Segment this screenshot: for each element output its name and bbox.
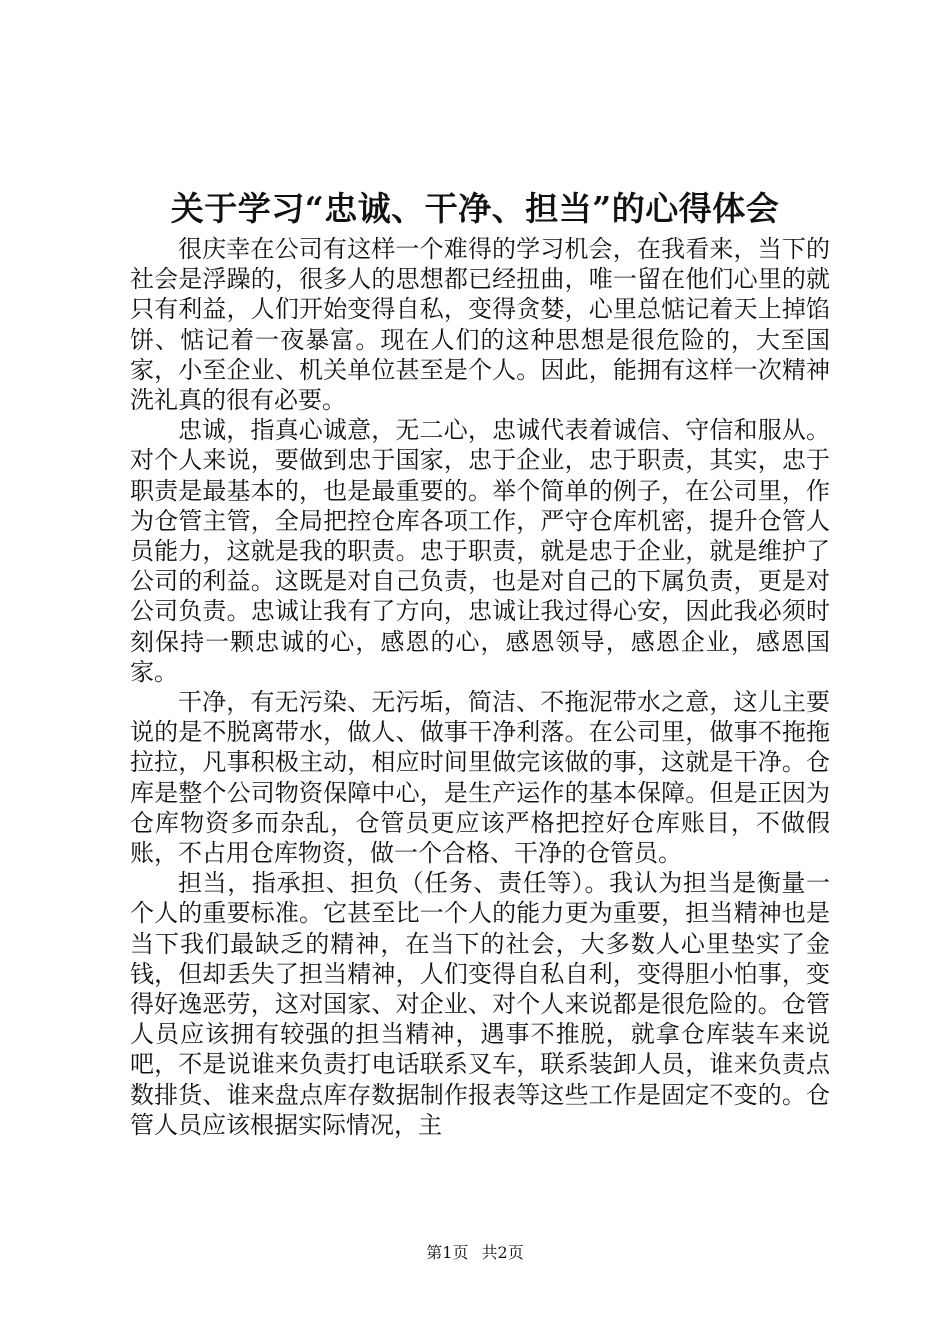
paragraph-clean: 干净，有无污染、无污垢，简洁、不拖泥带水之意，这儿主要说的是不脱离带水，做人、做事干净利落。在公司里，做事不拖拖拉拉，凡事积极主动，相应时间里做完该做的事，这就是干净。仓库是整个公司物资保障中心，是生产运作的基本保障。但是正因为仓库物资多而杂乱，仓管员更应该严格把控好仓库账目，不做假账，不占用仓库物资，做一个合格、干净的仓管员。 xyxy=(130,688,830,868)
page-footer xyxy=(0,1242,950,1264)
document-title: 关于学习“忠诚、干净、担当”的心得体会 xyxy=(170,189,780,228)
document-body xyxy=(130,234,830,1140)
paragraph-loyalty: 忠诚，指真心诚意，无二心，忠诚代表着诚信、守信和服从。对个人来说，要做到忠于国家，忠于企业，忠于职责，其实，忠于职责是最基本的，也是最重要的。举个简单的例子，在公司里，作为仓管主管，全局把控仓库各项工作，严守仓库机密，提升仓管人员能力，这就是我的职责。忠于职责，就是忠于企业，就是维护了公司的利益。这既是对自己负责，也是对自己的下属负责，更是对公司负责。忠诚让我有了方向，忠诚让我过得心安，因此我必须时刻保持一颗忠诚的心，感恩的心，感恩领导，感恩企业，感恩国家。 xyxy=(130,416,830,686)
page-number: 第1页 xyxy=(426,1243,469,1262)
page-total: 共2页 xyxy=(481,1243,524,1262)
paragraph-responsibility: 担当，指承担、担负（任务、责任等）。我认为担当是衡量一个人的重要标准。它甚至比一个人的能力更为重要，担当精神也是当下我们最缺乏的精神，在当下的社会，大多数人心里垫实了金钱，但却丢失了担当精神，人们变得自私自利，变得胆小怕事，变得好逸恶劳，这对国家、对企业、对个人来说都是很危险的。仓管人员应该拥有较强的担当精神，遇事不推脱，就拿仓库装车来说吧，不是说谁来负责打电话联系叉车，联系装卸人员，谁来负责点数排货、谁来盘点库存数据制作报表等这些工作是固定不变的。仓管人员应该根据实际情况，主 xyxy=(130,869,830,1139)
paragraph-intro: 很庆幸在公司有这样一个难得的学习机会，在我看来，当下的社会是浮躁的，很多人的思想都已经扭曲，唯一留在他们心里的就只有利益，人们开始变得自私，变得贪婪，心里总惦记着天上掉馅饼、惦记着一夜暴富。现在人们的这种思想是很危险的，大至国家，小至企业、机关单位甚至是个人。因此，能拥有这样一次精神洗礼真的很有必要。 xyxy=(130,235,830,415)
